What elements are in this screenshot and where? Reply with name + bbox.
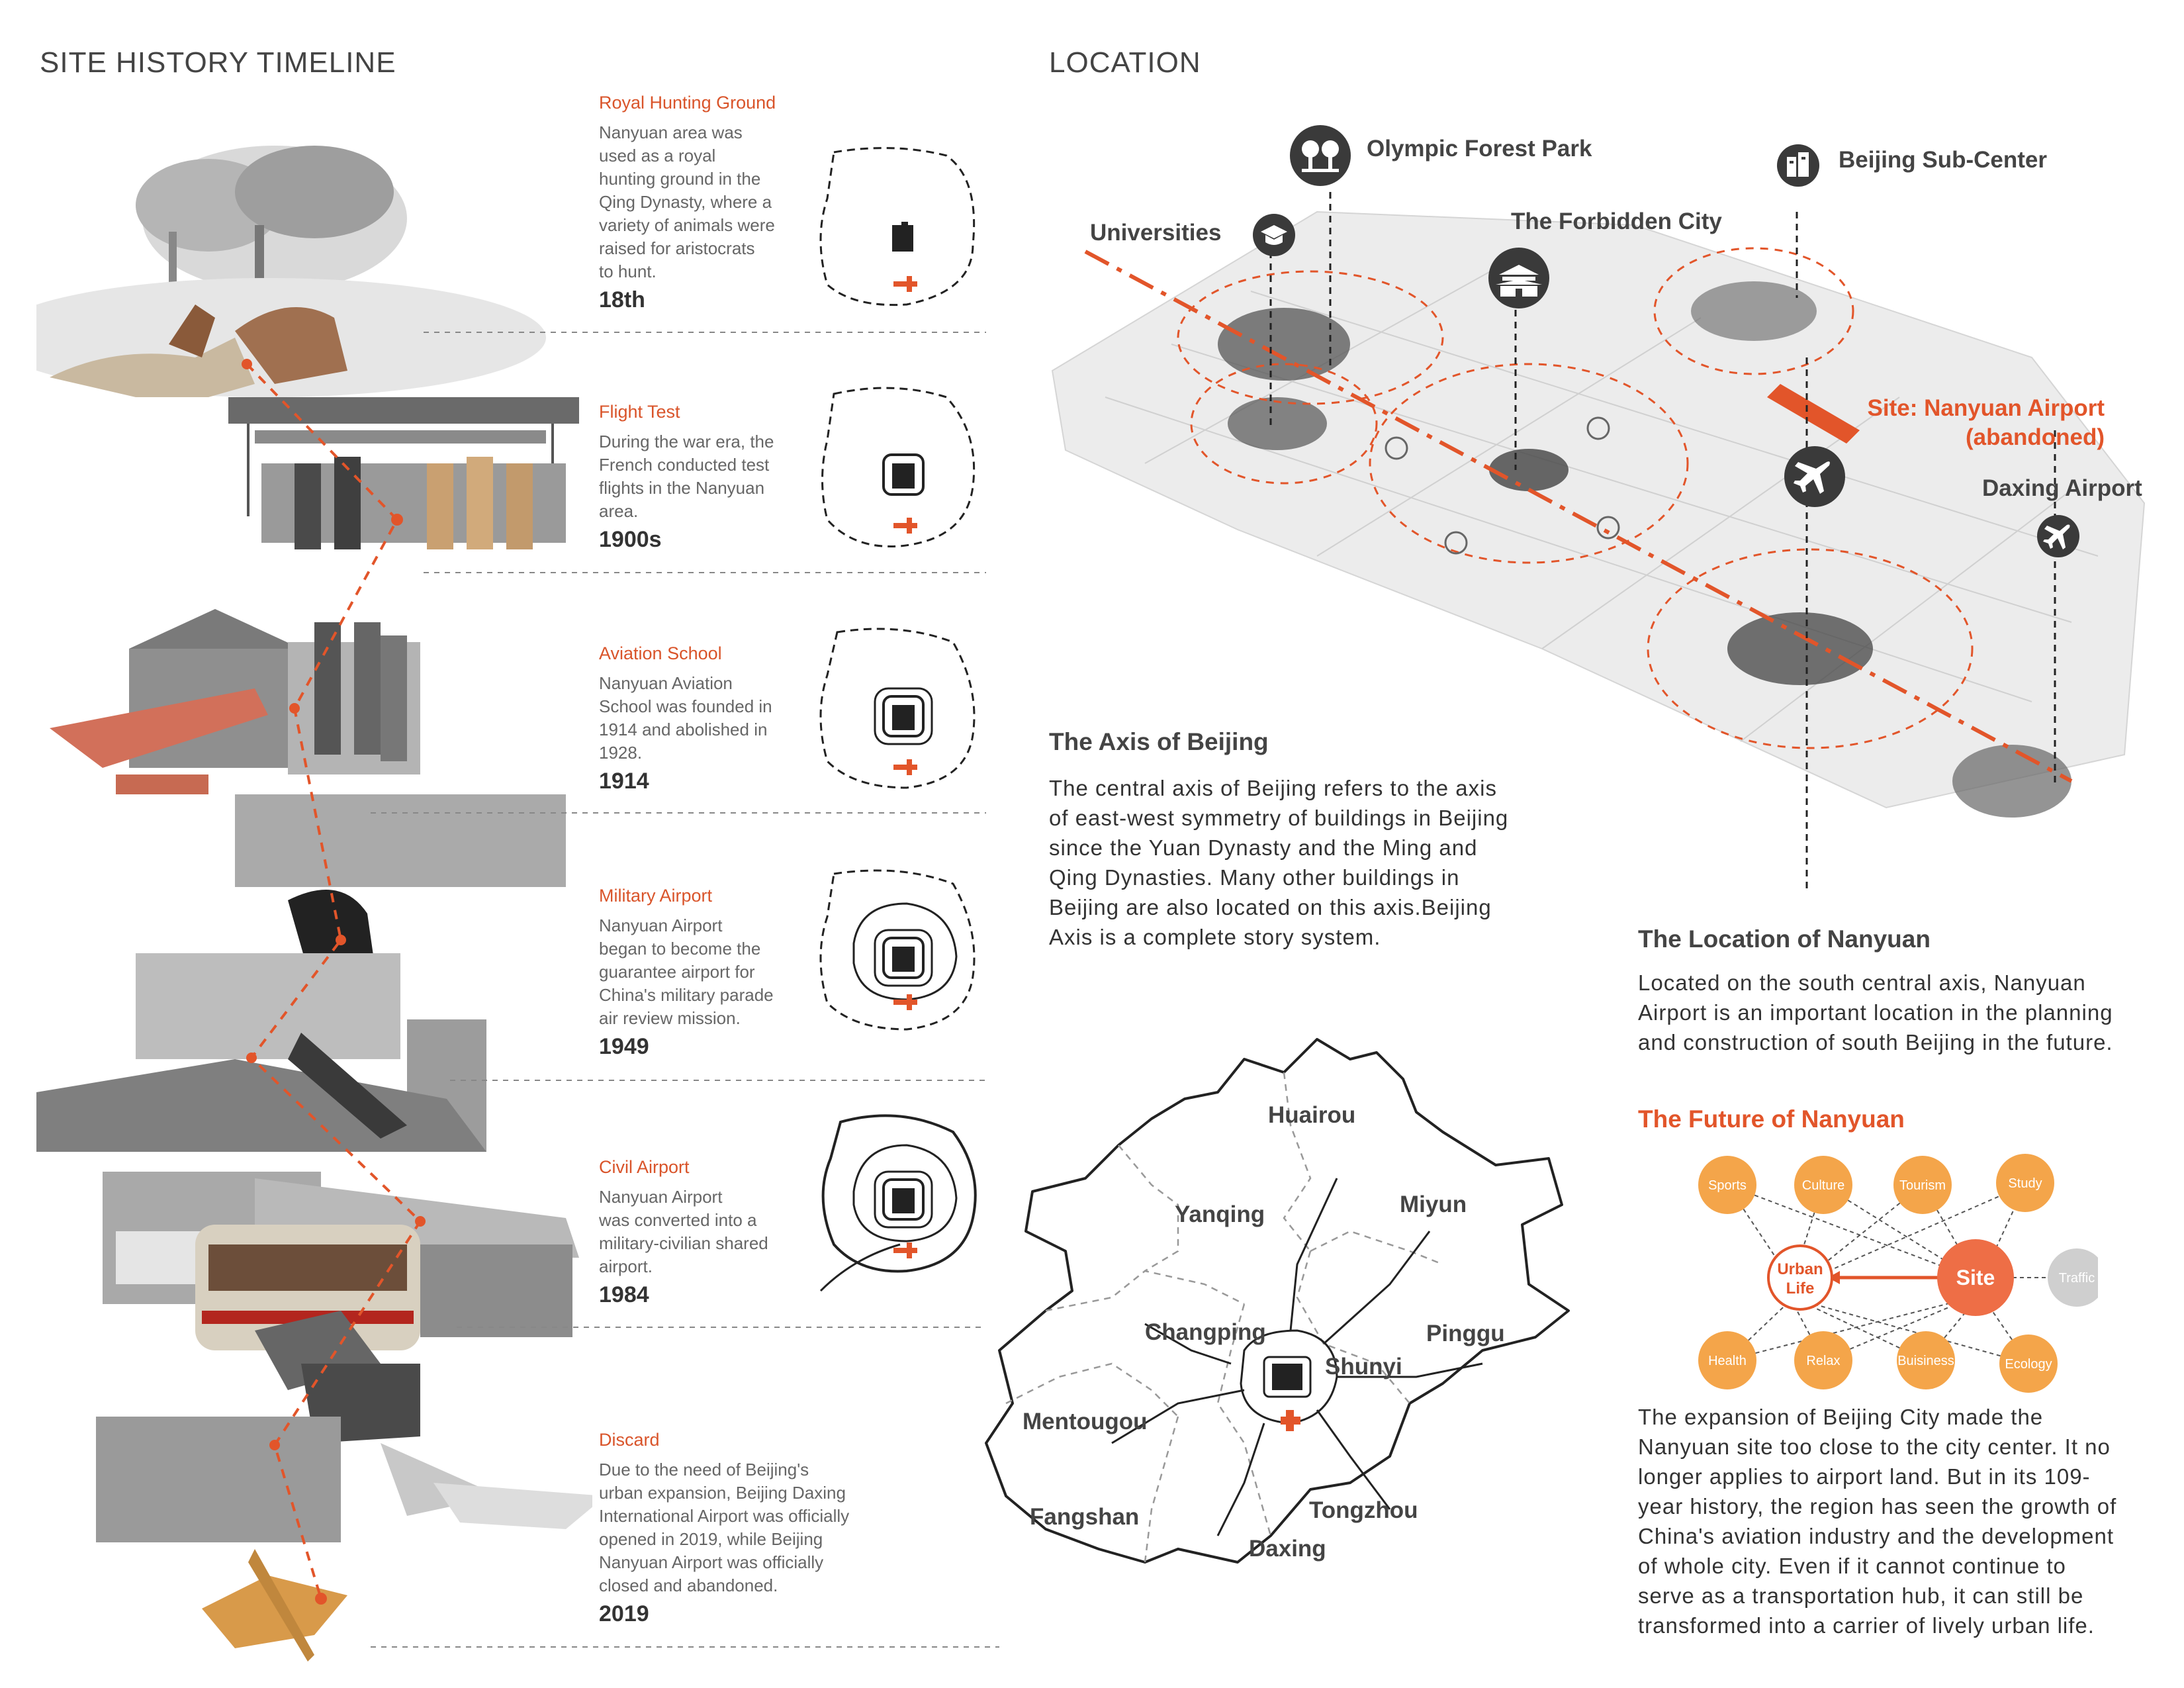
district-label-changping: Changping (1145, 1319, 1266, 1345)
timeline-item-military-airport (599, 886, 844, 1060)
timeline-item-text: Nanyuan area was used as a royal hunting ground in the Qing Dynasty, where a variety of animals were raised for aristocrats to hunt. (599, 122, 775, 281)
city-center-icon (1272, 1364, 1302, 1390)
svg-text:Ecology: Ecology (2005, 1357, 2052, 1372)
svg-text:Culture: Culture (1801, 1178, 1845, 1193)
timeline-item-discard (599, 1430, 890, 1627)
growth-diagram-1914 (821, 629, 974, 788)
district-label-huairou: Huairou (1268, 1102, 1356, 1128)
node-business (1897, 1331, 1955, 1389)
node-sports (1698, 1156, 1756, 1214)
nanyuan-location-section (1638, 925, 2161, 1057)
node-site (1937, 1239, 2014, 1316)
timeline-item-title: Aviation School (599, 643, 722, 663)
svg-text:Life: Life (1786, 1280, 1815, 1297)
forbidden-city-icon (1486, 245, 1552, 311)
daxing-cluster (1952, 745, 2071, 818)
subcenter-cluster (1691, 281, 1817, 341)
universities-icon (1251, 212, 1297, 258)
nanyuan-site-cross-icon (1281, 1410, 1300, 1431)
timeline-title: SITE HISTORY TIMELINE (40, 46, 396, 79)
urban-growth-diagrams (814, 139, 999, 1331)
forbidden-city-cluster (1489, 449, 1569, 491)
timeline-item-civil-airport (599, 1157, 844, 1308)
timeline-item-text: Nanyuan Airport began to become the guarantee airport for China's military parade air review mission. (599, 915, 774, 1028)
olympic-forest-park-icon (1287, 122, 1353, 189)
node-study (1996, 1154, 2054, 1212)
beijing-subcenter-icon (1775, 142, 1821, 189)
timeline-item-year: 1914 (599, 769, 649, 794)
timeline-item-year: 1949 (599, 1034, 649, 1059)
district-label-yanqing: Yanqing (1175, 1201, 1265, 1227)
axis-title: The Axis of Beijing (1049, 728, 1269, 755)
timeline-item-text: Due to the need of Beijing's urban expansion, Beijing Daxing International Airport was officially opened in 2019, while Beijing Nanyuan Airport was officially closed and abandoned. (599, 1460, 850, 1595)
district-label-mentougou: Mentougou (1023, 1409, 1148, 1434)
timeline-item-flight-test (599, 402, 844, 553)
nanyuan-location-title: The Location of Nanyuan (1638, 925, 1931, 953)
future-text: The expansion of Beijing City made the Nanyuan site too close to the city center. It no longer applies to airport land. But in its 109- year history, the region has seen the growth of China's aviation industry and the development of whole city. Even if it cannot continue to serve as a transportation hub, it can still be transformed into a carrier of lively urban life. (1638, 1405, 2117, 1638)
daxing-airport-label: Daxing Airport (1982, 475, 2142, 501)
timeline-item-year: 1984 (599, 1282, 649, 1307)
timeline-item-year: 1900s (599, 527, 662, 552)
district-label-miyun: Miyun (1400, 1192, 1467, 1217)
svg-text:Traffic: Traffic (2058, 1271, 2095, 1286)
timeline-item-title: Military Airport (599, 886, 713, 906)
node-tourism (1893, 1156, 1952, 1214)
timeline-item-year: 18th (599, 287, 645, 312)
svg-text:Tourism: Tourism (1899, 1178, 1946, 1193)
timeline-item-royal-hunting (599, 93, 844, 313)
growth-diagram-18th (821, 148, 974, 305)
forbidden-city-label: The Forbidden City (1511, 209, 1722, 234)
node-traffic (2048, 1248, 2098, 1307)
nanyuan-location-text: Located on the south central axis, Nanyuan Airport is an important location in the planning and construction of south Beijing in the future. (1638, 970, 2113, 1055)
timeline-item-text: During the war era, the French conducted test flights in the Nanyuan area. (599, 432, 774, 521)
svg-text:Urban: Urban (1777, 1260, 1823, 1278)
node-relax (1794, 1331, 1852, 1389)
timeline-item-title: Flight Test (599, 402, 680, 422)
district-label-fangshan: Fangshan (1030, 1504, 1140, 1530)
timeline-item-title: Royal Hunting Ground (599, 93, 776, 113)
district-label-pinggu: Pinggu (1426, 1321, 1505, 1346)
district-label-tongzhou: Tongzhou (1309, 1497, 1418, 1523)
timeline-item-text: Nanyuan Aviation School was founded in 1914 and abolished in 1928. (599, 673, 772, 763)
svg-text:Buisiness: Buisiness (1897, 1354, 1954, 1368)
universities-label: Universities (1090, 220, 1222, 246)
node-culture (1794, 1156, 1852, 1214)
olympic-forest-park-label: Olympic Forest Park (1367, 136, 1592, 162)
svg-text:Sports: Sports (1708, 1178, 1747, 1193)
timeline-item-text: Nanyuan Airport was converted into a military-civilian shared airport. (599, 1187, 768, 1276)
svg-text:Health: Health (1708, 1354, 1747, 1368)
future-network-diagram (1681, 1145, 2098, 1397)
node-health (1698, 1331, 1756, 1389)
node-ecology (1999, 1335, 2058, 1393)
axis-text: The central axis of Beijing refers to the axis of east-west symmetry of buildings in Beijing since the Yuan Dynasty and the Ming and Qing Dynasties. Many other buildings in Beijing are also located on this axis.Beijing Axis is a complete story system. (1049, 776, 1509, 949)
timeline-item-title: Civil Airport (599, 1157, 690, 1177)
timeline-item-title: Discard (599, 1430, 660, 1450)
location-title: LOCATION (1049, 46, 1201, 79)
growth-diagram-1949 (821, 870, 974, 1029)
axis-of-beijing-section (1049, 728, 1552, 952)
svg-text:Study: Study (2008, 1176, 2042, 1191)
growth-diagram-1900s (823, 388, 974, 546)
nanyuan-airport-icon (1782, 444, 1848, 510)
timeline-item-aviation-school (599, 643, 844, 794)
district-label-daxing: Daxing (1249, 1536, 1326, 1562)
beijing-subcenter-label: Beijing Sub-Center (1839, 147, 2048, 173)
nanyuan-cluster (1727, 612, 1873, 685)
site-nanyuan-label: Site: Nanyuan Airport (abandoned) (1867, 395, 2105, 450)
timeline-item-year: 2019 (599, 1601, 649, 1626)
svg-text:Relax: Relax (1806, 1354, 1841, 1368)
node-urban-life (1768, 1246, 1832, 1309)
universities-cluster (1218, 308, 1350, 381)
svg-text:Site: Site (1956, 1266, 1995, 1289)
district-label-shunyi: Shunyi (1325, 1354, 1402, 1380)
daxing-airport-icon (2035, 513, 2081, 559)
future-title: The Future of Nanyuan (1638, 1105, 1905, 1133)
growth-diagram-1984 (821, 1115, 976, 1291)
